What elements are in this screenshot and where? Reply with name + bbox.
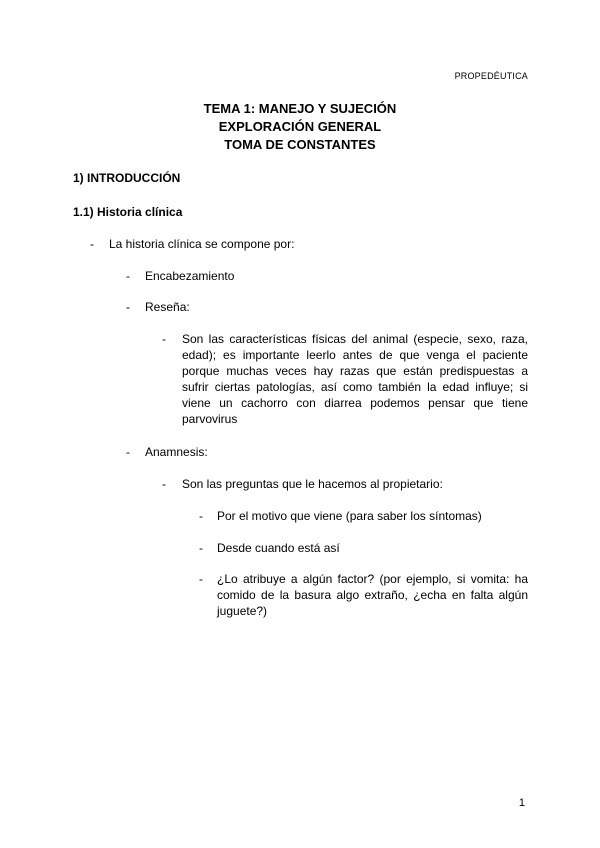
title-line-1: TEMA 1: MANEJO Y SUJECIÓN [203, 101, 397, 116]
title-line-3: TOMA DE CONSTANTES [224, 137, 376, 152]
subsection-heading-historia-clinica: 1.1) Historia clínica [73, 205, 183, 219]
list-item-text: Son las características físicas del animal (especie, sexo, raza, edad); es importante leerlo antes de que venga el paciente porque muchas veces hay razas que están predispuestas a sufrir ciertas patologías, así como también la edad influye; si viene un cachorro con diarrea podemos pensar que tiene parvovirus [182, 332, 528, 426]
bullet-dash: - [199, 541, 203, 555]
title-line-2: EXPLORACIÓN GENERAL [218, 119, 382, 134]
list-item-text: ¿Lo atribuye a algún factor? (por ejemplo, si vomita: ha comido de la basura algo extraño, ¿echa en falta algún juguete?) [217, 572, 528, 618]
bullet-dash: - [199, 572, 203, 586]
list-item-text: Reseña: [145, 300, 190, 314]
bullet-dash: - [126, 269, 130, 283]
page-number: 1 [518, 797, 525, 809]
list-item-text: Anamnesis: [145, 445, 208, 459]
bullet-dash: - [162, 477, 166, 491]
bullet-dash: - [90, 237, 94, 251]
bullet-dash: - [126, 300, 130, 314]
list-item-text: Por el motivo que viene (para saber los síntomas) [217, 509, 482, 523]
document-title [0, 100, 600, 154]
bullet-dash: - [126, 445, 130, 459]
list-item-text: Encabezamiento [145, 269, 235, 283]
bullet-dash: - [199, 509, 203, 523]
list-item-text: La historia clínica se compone por: [109, 237, 295, 251]
list-item-text: Desde cuando está así [217, 541, 340, 555]
section-heading-introduccion: 1) INTRODUCCIÓN [73, 171, 181, 185]
bullet-dash: - [162, 332, 166, 346]
list-item-text: Son las preguntas que le hacemos al propietario: [182, 477, 443, 491]
running-header: PROPEDÉUTICA [454, 71, 528, 81]
list-item [162, 331, 529, 431]
list-item [199, 571, 529, 623]
